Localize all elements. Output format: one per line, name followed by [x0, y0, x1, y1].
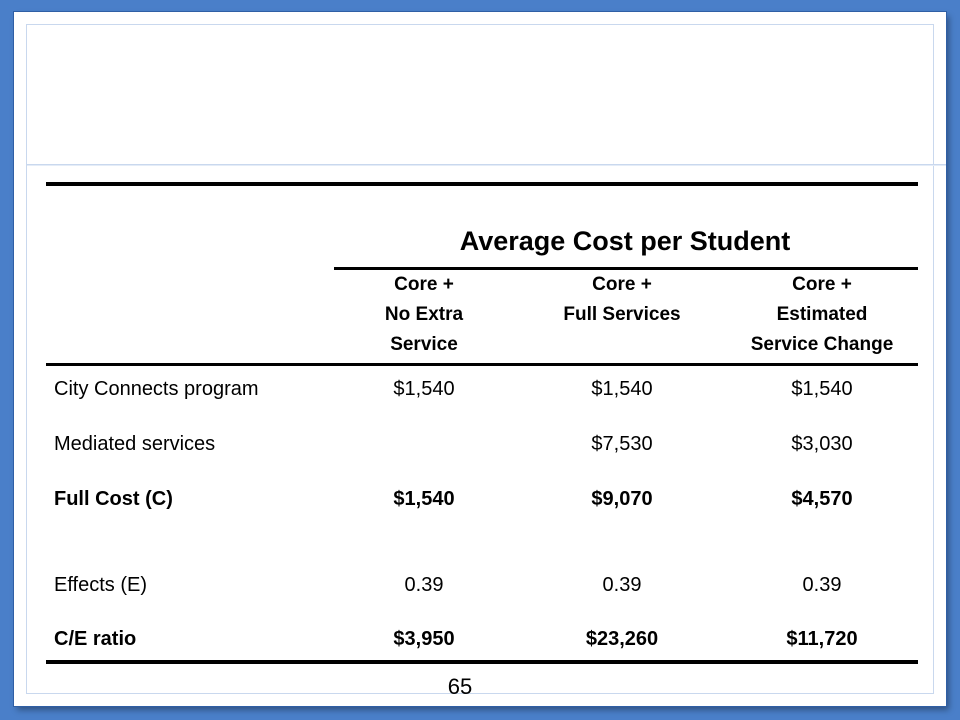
- column-header-2: [522, 270, 722, 330]
- table-cell: $4,570: [791, 488, 853, 510]
- table-bottom-rule: [46, 660, 918, 664]
- column-header-line: Core +: [394, 274, 454, 295]
- table-cell: $1,540: [591, 378, 653, 400]
- table-cell: $7,530: [591, 433, 653, 455]
- column-header-1: [324, 270, 524, 360]
- row-label: City Connects program: [54, 378, 259, 400]
- table-cell: 0.39: [404, 574, 444, 596]
- table-cell: 0.39: [802, 574, 842, 596]
- row-label: Effects (E): [54, 574, 147, 596]
- table-cell: $9,070: [591, 488, 653, 510]
- column-header-line: Core +: [792, 274, 852, 295]
- column-header-3: [722, 270, 922, 360]
- table-cell: $1,540: [393, 488, 455, 510]
- column-header-line: Service Change: [750, 334, 894, 355]
- table-group-heading: Average Cost per Student: [459, 226, 791, 256]
- table-cell: $23,260: [585, 628, 659, 650]
- column-header-line: Core +: [592, 274, 652, 295]
- column-header-line: Service: [390, 334, 458, 355]
- table-cell: $1,540: [791, 378, 853, 400]
- table-top-rule: [46, 182, 918, 186]
- table-cell: $3,950: [393, 628, 455, 650]
- page-number: 65: [447, 674, 473, 699]
- table-cell: $3,030: [791, 433, 853, 455]
- table-cell: $1,540: [393, 378, 455, 400]
- table-cell: $11,720: [786, 628, 858, 650]
- table-cell: 0.39: [602, 574, 642, 596]
- row-label: Full Cost (C): [54, 488, 173, 510]
- column-header-line: No Extra: [384, 304, 464, 325]
- slide-frame: [14, 12, 946, 706]
- row-label: Mediated services: [54, 433, 216, 455]
- header-bottom-rule: [46, 363, 918, 366]
- column-header-line: Estimated: [776, 304, 868, 325]
- row-label: C/E ratio: [54, 628, 137, 650]
- column-header-line: Full Services: [563, 304, 681, 325]
- title-divider: [27, 164, 946, 166]
